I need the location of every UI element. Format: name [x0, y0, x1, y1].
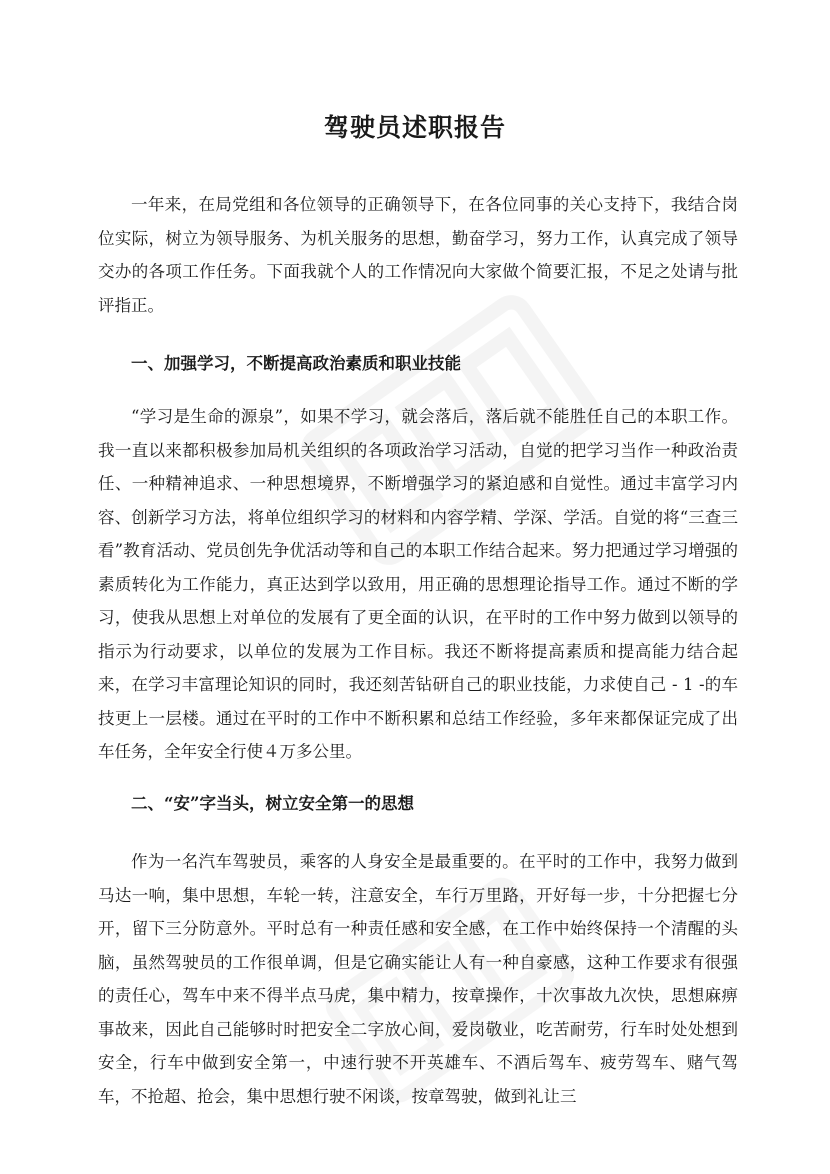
intro-paragraph: 一年来，在局党组和各位领导的正确领导下，在各位同事的关心支持下，我结合岗位实际，树立为领导服务、为机关服务的思想，勤奋学习，努力工作，认真完成了领导交办的各项工作任务。下面我就个人的工作情况向大家做个简要汇报，不足之处请与批评指正。: [98, 195, 738, 315]
section-1-paragraph: “学习是生命的源泉”，如果不学习，就会落后，落后就不能胜任自己的本职工作。我一直以来都积极参加局机关组织的各项政治学习活动，自觉的把学习当作一种政治责任、一种精神追求、一种思想境界，不断增强学习的紧迫感和自觉性。通过丰富学习内容、创新学习方法，将单位组织学习的材料和内容学精、学深、学活。自觉的将“三查三看”教育活动、党员创先争优活动等和自己的本职工作结合起来。努力把通过学习增强的素质转化为工作能力，真正达到学以致用，用正确的思想理论指导工作。通过不断的学习，使我从思想上对单位的发展有了更全面的认识，在平时的工作中努力做到以领导的指示为行动要求，以单位的发展为工作目标。我还不断将提高素质和提高能力结合起来，在学习丰富理论知识的同时，我还刻苦钻研自己的职业技能，力求使自己 - 1 -的车技更上一层楼。通过在平时的工作中不断积累和总结工作经验，多年来都保证完成了出车任务，全年安全行使４万多公里。: [98, 407, 738, 761]
section-2-paragraph: 作为一名汽车驾驶员，乘客的人身安全是最重要的。在平时的工作中，我努力做到马达一响，集中思想，车轮一转，注意安全，车行万里路，开好每一步，十分把握七分开，留下三分防意外。平时总有一种责任感和安全感，在工作中始终保持一个清醒的头脑，虽然驾驶员的工作很单调，但是它确实能让人有一种自豪感，这种工作要求有很强的责任心，驾车中来不得半点马虎，集中精力，按章操作，十次事故九次快，思想麻痹事故来，因此自己能够时时把安全二字放心间，爱岗敬业，吃苦耐劳，行车时处处想到安全，行车中做到安全第一，中速行驶不开英雄车、不酒后驾车、疲劳驾车、赌气驾车，不抢超、抢会，集中思想行驶不闲谈，按章驾驶，做到礼让三: [98, 852, 738, 1106]
section-heading-2: 二、“安”字当头，树立安全第一的思想: [131, 794, 414, 813]
page-title: 驾驶员述职报告: [323, 113, 506, 142]
section-heading-1: 一、加强学习，不断提高政治素质和职业技能: [131, 354, 461, 373]
